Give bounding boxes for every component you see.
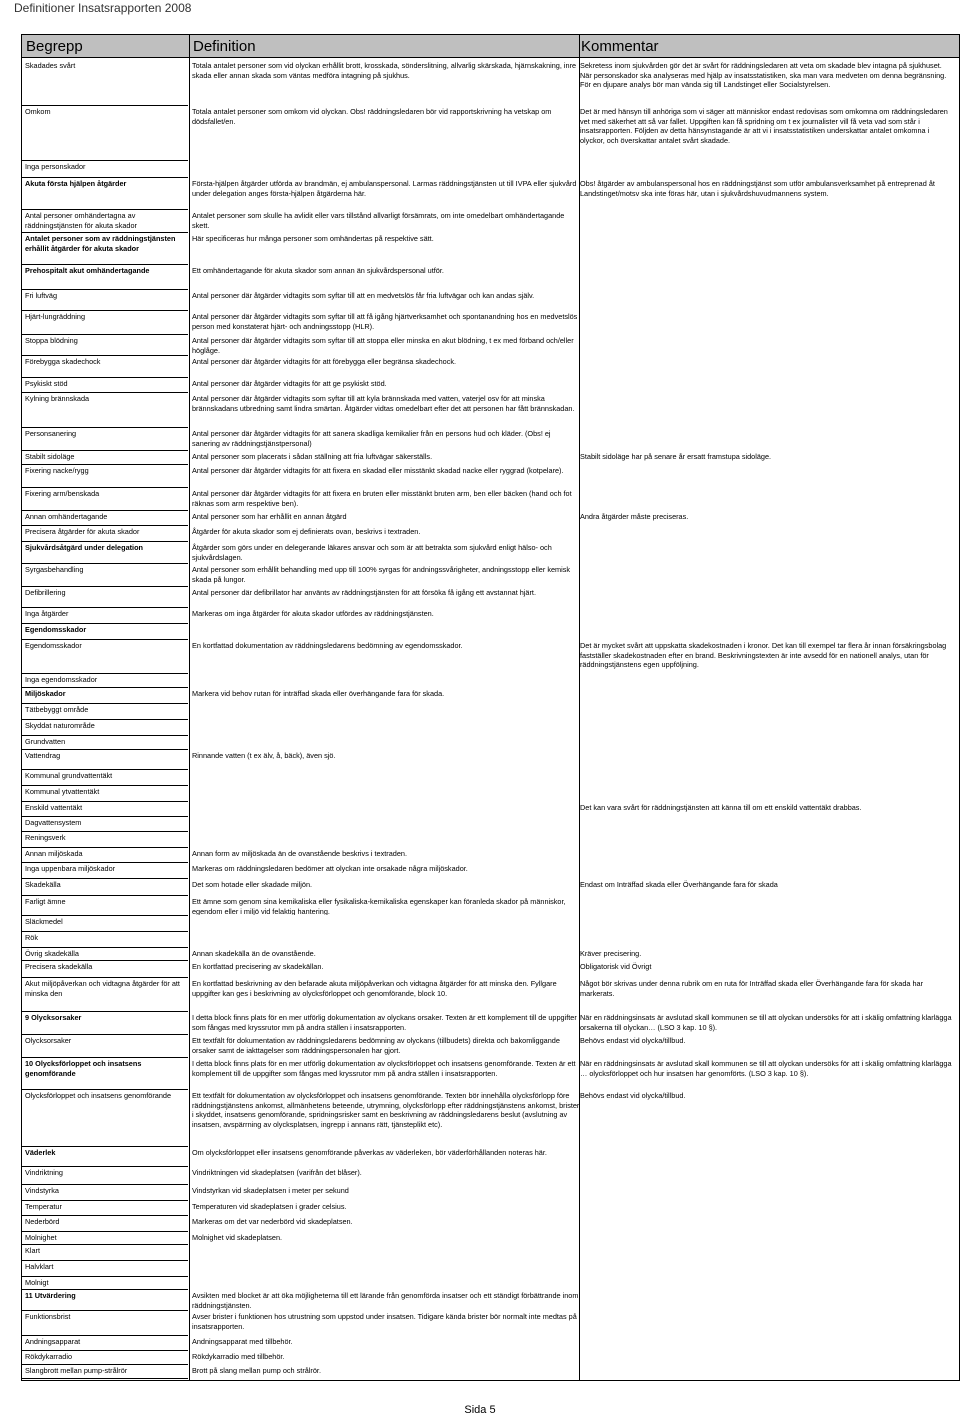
term-cell: Annan miljöskada — [25, 849, 83, 858]
row-divider — [21, 607, 188, 608]
term-cell: Antal personer omhändertagna av räddningstjänsten för akuta skador — [25, 211, 137, 230]
row-divider — [21, 915, 188, 916]
term-cell: Temperatur — [25, 1202, 62, 1211]
comment-cell: Det är med hänsyn till anhöriga som vi säger att människor endast redovisas som omkomna om räddningsledaren vet med säkerhet att så var fallet. Uppgiften kan få spridning om t ex journalister vill få veta vad som står i insatsrapporten. Följden av detta hänsynstagande är att vi i insatsstatistiken underskattar antalet omkomna i olyckor, och överskattar antalet svårt skadade. — [580, 107, 948, 145]
definition-cell: I detta block finns plats för en mer utförlig dokumentation av olycksförloppet och insatsens genomförande. Texten är ett komplement till de uppgifter som fångas med kryssrutor mm på andra ställen i insatsrapporten. — [192, 1059, 576, 1078]
column-divider — [189, 34, 190, 1380]
term-cell: Olycksorsaker — [25, 1036, 72, 1045]
comment-cell: Något bör skrivas under denna rubrik om en ruta för Inträffad skada eller Överhängande fara för skada har markerats. — [580, 979, 924, 998]
comment-cell: Sekretess inom sjukvården gör det är svårt för räddningsledaren att veta om skadade blev intagna på sjukhuset. När personskador ska analyseras med hjälp av insatsstatistiken, ska man vara medveten om denna begränsning. För en djupare analys bör man vända sig till Landstinget eller Socialstyrelsen. — [580, 61, 947, 89]
definition-cell: Brott på slang mellan pump och strålrör. — [192, 1366, 321, 1375]
definition-cell: Vindstyrkan vid skadeplatsen i meter per sekund — [192, 1186, 349, 1195]
row-divider — [21, 831, 188, 832]
term-cell: Precisera skadekälla — [25, 962, 93, 971]
term-cell: Fixering arm/benskada — [25, 489, 100, 498]
row-divider — [21, 960, 188, 961]
row-divider — [21, 1289, 188, 1290]
comment-cell: När en räddningsinsats är avslutad skall kommunen se till att olyckan undersöks för att i skälig omfattning klarlägga orsakerna till olyckan… (LSO 3 kap. 10 §). — [580, 1013, 952, 1032]
term-cell: Stabilt sidoläge — [25, 452, 75, 461]
row-divider — [21, 977, 188, 978]
definition-cell: Åtgärder för akuta skador som ej definierats ovan, beskrivs i textraden. — [192, 527, 421, 536]
term-cell: Halvklart — [25, 1262, 54, 1271]
row-divider — [21, 160, 188, 161]
row-divider — [21, 177, 188, 178]
definition-cell: Antal personer som erhållit behandling med upp till 100% syrgas för andningssvårigheter, andningsstopp eller kemisk skada på lungor. — [192, 565, 571, 584]
row-divider — [21, 563, 188, 564]
row-divider — [21, 525, 188, 526]
definition-cell: Antal personer där åtgärder vidtagits för att ge psykiskt stöd. — [192, 379, 387, 388]
term-cell: Molnigt — [25, 1278, 49, 1287]
definition-cell: Antal personer där åtgärder vidtagits för att fixera en skadad eller misstänkt skadad nacke eller ryggrad (kotpelare). — [192, 466, 564, 475]
term-cell: Egendomsskador — [25, 641, 82, 650]
definition-cell: Markera vid behov rutan för inträffad skada eller överhängande fara för skada. — [192, 689, 445, 698]
row-divider — [21, 377, 188, 378]
term-cell: Antalet personer som av räddningstjänsten erhållit åtgärder för akuta skador — [25, 234, 176, 253]
definition-cell: Ett textfält för dokumentation av räddningsledarens bedömning av olyckans (tillbudets) direkta och bakomliggande orsaker samt de iakttagelser som räddningspersonalen har gjort. — [192, 1036, 560, 1055]
definition-cell: Rökdykarradio med tillbehör. — [192, 1352, 285, 1361]
comment-cell: Andra åtgärder måste preciseras. — [580, 512, 689, 521]
term-cell: Reningsverk — [25, 833, 66, 842]
row-divider — [21, 541, 188, 542]
row-divider — [21, 264, 188, 265]
table-header-row — [22, 34, 959, 58]
row-divider — [21, 687, 188, 688]
row-divider — [21, 1244, 188, 1245]
term-cell: Fri luftväg — [25, 291, 58, 300]
term-cell: Skadades svårt — [25, 61, 76, 70]
document-header — [14, 2, 944, 20]
term-cell: Tätbebyggt område — [25, 705, 89, 714]
term-cell: Fixering nacke/rygg — [25, 466, 89, 475]
page-footer — [0, 1404, 960, 1416]
term-cell: Annan omhändertagande — [25, 512, 108, 521]
definition-cell: Om olycksförloppet eller insatsens genomförande påverkas av väderleken, bör väderförhållanden noteras här. — [192, 1148, 547, 1157]
comment-cell: Obligatorisk vid Övrigt — [580, 962, 652, 971]
row-divider — [21, 1276, 188, 1277]
column-header-begrepp: Begrepp — [26, 38, 83, 55]
definition-cell: Markeras om det var nederbörd vid skadeplatsen. — [192, 1217, 353, 1226]
definition-cell: Antal personer där åtgärder vidtagits för att förebygga eller begränsa skadechock. — [192, 357, 457, 366]
term-cell: Akuta första hjälpen åtgärder — [25, 179, 127, 188]
term-cell: Vindstyrka — [25, 1186, 59, 1195]
term-cell: Personsanering — [25, 429, 77, 438]
row-divider — [21, 1378, 188, 1379]
term-cell: Rökdykarradio — [25, 1352, 73, 1361]
row-divider — [21, 816, 188, 817]
definition-cell: Åtgärder som görs under en delegerande läkares ansvar och som är att betrakta som sjukvård enligt hälso- och sjukvårdslagen. — [192, 543, 552, 562]
row-divider — [21, 464, 188, 465]
definition-cell: Ett ämne som genom sina kemikaliska eller fysikaliska-kemikaliska egenskaper kan föranleda skador på människor, egendom eller i miljö vid felaktig hantering. — [192, 897, 566, 915]
term-cell: Molnighet — [25, 1233, 57, 1242]
row-divider — [21, 785, 188, 786]
document-title: Definitioner Insatsrapporten 2008 — [14, 1, 192, 15]
row-divider — [21, 1034, 188, 1035]
row-divider — [21, 623, 188, 624]
definition-cell: Vindriktningen vid skadeplatsen (varifrån det blåser). — [192, 1168, 362, 1177]
definition-cell: Temperaturen vid skadeplatsen i grader celsius. — [192, 1202, 347, 1211]
term-cell: Defibrillering — [25, 588, 66, 597]
row-divider — [21, 1200, 188, 1201]
definition-cell: Antal personer där åtgärder vidtagits för att fixera en bruten eller misstänkt bruten arm, ben eller bäcken (hand och fot räknas som arm respektive ben). — [192, 489, 572, 508]
definition-cell: Totala antalet personer som vid olyckan erhållit brott, krosskada, sönderslitning, allvarlig skärskada, hjärnskakning, inre skada eller annan skada som väntas medföra intagning på sjukhus. — [192, 61, 577, 80]
row-divider — [21, 392, 188, 393]
term-cell: Väderlek — [25, 1148, 56, 1157]
term-cell: Sjukvårdsåtgärd under delegation — [25, 543, 143, 552]
row-divider — [21, 878, 188, 879]
row-divider — [21, 1231, 188, 1232]
definition-cell: Första-hjälpen åtgärder utförda av brandmän, ej ambulanspersonal. Larmas räddningstjänsten ut till IVPA eller sjukvård under delegation anges första-hjälpen åtgärderna här. — [192, 179, 577, 198]
definition-cell: En kortfattad beskrivning av den befarade akuta miljöpåverkan och vidtagna åtgärder för att minska den. Fyllgare uppgifter kan ges i beskrivning av olycksförloppet och genomförande, block 10. — [192, 979, 557, 998]
row-divider — [21, 1089, 188, 1090]
term-cell: Stoppa blödning — [25, 336, 78, 345]
definition-cell: Antal personer som placerats i sådan ställning att fria luftvägar säkerställs. — [192, 452, 433, 461]
row-divider — [21, 1310, 188, 1311]
row-divider — [21, 232, 188, 233]
definition-cell: Ett omhändertagande för akuta skador som annan än sjukvårdspersonal utför. — [192, 266, 444, 275]
row-divider — [21, 1011, 188, 1012]
term-cell: Dagvattensystem — [25, 818, 82, 827]
definition-cell: Molnighet vid skadeplatsen. — [192, 1233, 283, 1242]
term-cell: 9 Olycksorsaker — [25, 1013, 82, 1022]
row-divider — [21, 1215, 188, 1216]
definition-cell: Det som hotade eller skadade miljön. — [192, 880, 313, 889]
row-divider — [21, 586, 188, 587]
term-cell: 10 Olycksförloppet och insatsens genomförande — [25, 1059, 142, 1078]
term-cell: Andningsapparat — [25, 1337, 81, 1346]
term-cell: Syrgasbehandling — [25, 565, 84, 574]
term-cell: Kylning brännskada — [25, 394, 90, 403]
definition-cell: Antal personer där åtgärder vidtagits som syftar till att stoppa eller minska en akut blödning, t ex med förband och/eller höglåge. — [192, 336, 574, 355]
term-cell: Prehospitalt akut omhändertagande — [25, 266, 150, 275]
term-cell: Slangbrott mellan pump-strålrör — [25, 1366, 128, 1375]
definition-cell: Annan skadekälla än de ovanstående. — [192, 949, 316, 958]
term-cell: Precisera åtgärder för akuta skador — [25, 527, 140, 536]
page-number: Sida 5 — [464, 1404, 496, 1416]
definition-cell: Ett textfält för dokumentation av olycksförloppet och insatsens genomförande. Texten bör innehålla olycksförlopp före räddningstjänstens ankomst, allmänhetens beteende, utrymning, olycksförlopp efter räddningstjänstens ankomst, brister i skyddet, insatsens genomförande, spridningsrisker samt en beskrivning av räddningsledarens beslut (avslutning av insatsen, avspärrning av olycksplatsen, ingrepp i annans rätt, tjänsteplikt etc). — [192, 1091, 580, 1129]
definition-cell: Antal personer där åtgärder vidtagits som syftar till att en medvetslös får fria luftvägar och kan andas själv. — [192, 291, 535, 300]
definition-cell: Andningsapparat med tillbehör. — [192, 1337, 293, 1346]
term-cell: Kommunal ytvattentäkt — [25, 787, 100, 796]
term-cell: 11 Utvärdering — [25, 1291, 76, 1300]
term-cell: Inga uppenbara miljöskador — [25, 864, 116, 873]
row-divider — [21, 1166, 188, 1167]
comment-cell: Endast om Inträffad skada eller Överhängande fara för skada — [580, 880, 778, 889]
term-cell: Rök — [25, 933, 38, 942]
definition-cell: I detta block finns plats för en mer utförlig dokumentation av olyckans orsaker. Texten är ett komplement till de uppgifter som fångas med kryssrutor mm på andra ställen i insatsrapporten. — [192, 1013, 577, 1032]
term-cell: Vindriktning — [25, 1168, 63, 1177]
comment-cell: Det är mycket svårt att uppskatta skadekostnaden i kronor. Det kan till exempel tar flera år innan försäkringsbolag fastställer skadekostnaden efter en brand. Beskrivningstexten är inte avsedd för en nationell analys, utan för räddningstjänstens egen uppföljning. — [580, 641, 947, 669]
row-divider — [21, 719, 188, 720]
row-divider — [21, 1146, 188, 1147]
row-divider — [21, 355, 188, 356]
definition-cell: Annan form av miljöskada än de ovanstående beskrivs i textraden. — [192, 849, 407, 858]
term-cell: Olycksförloppet och insatsens genomförande — [25, 1091, 172, 1100]
row-divider — [21, 847, 188, 848]
row-divider — [21, 1184, 188, 1185]
row-divider — [21, 931, 188, 932]
definition-cell: Antal personer där åtgärder vidtagits för att sanera skadliga kemikalier från en persons hud och kläder. (Obs! ej sanering av räddningstjänstpersonal) — [192, 429, 551, 448]
comment-cell: Behövs endast vid olycka/tillbud. — [580, 1036, 686, 1045]
definition-cell: Markeras om inga åtgärder för akuta skador utfördes av räddningstjänsten. — [192, 609, 434, 618]
term-cell: Psykiskt stöd — [25, 379, 68, 388]
row-divider — [21, 1350, 188, 1351]
row-divider — [21, 105, 188, 106]
row-divider — [21, 639, 188, 640]
row-divider — [21, 289, 188, 290]
term-cell: Egendomsskador — [25, 625, 87, 634]
term-cell: Skyddat naturområde — [25, 721, 95, 730]
term-cell: Klart — [25, 1246, 41, 1255]
term-cell: Funktionsbrist — [25, 1312, 71, 1321]
row-divider — [21, 1260, 188, 1261]
term-cell: Kommunal grundvattentäkt — [25, 771, 113, 780]
definition-cell: Markeras om räddningsledaren bedömer att olyckan inte orsakade några miljöskador. — [192, 864, 468, 873]
comment-cell: Obs! åtgärder av ambulanspersonal hos en räddningstjänst som utför ambulansverksamhet på entreprenad åt Landstinget/motsv ska inte föras här, utan i sjukvårdshuvudmannens system. — [580, 179, 935, 198]
row-divider — [21, 510, 188, 511]
comment-cell: Det kan vara svårt för räddningstjänsten att känna till om ett enskild vattentäkt drabbas. — [580, 803, 862, 812]
term-cell: Omkom — [25, 107, 51, 116]
comment-cell: Behövs endast vid olycka/tillbud. — [580, 1091, 686, 1100]
definition-cell: Avsikten med blocket är att öka möjligheterna till ett lärande från genomförda insatser och ett ständigt förbättrande inom räddningstjänsten. — [192, 1291, 579, 1310]
comment-cell: Stabilt sidoläge har på senare år ersatt framstupa sidoläge. — [580, 452, 772, 461]
definition-cell: Antal personer där defibrillator har använts av räddningstjänsten för att försöka få igång ett avstannat hjärt. — [192, 588, 536, 597]
column-header-kommentar: Kommentar — [581, 38, 659, 55]
definition-cell: Antal personer där åtgärder vidtagits som syftar till att kyla brännskada med vatten, vaterjel osv för att minska brännskadans utbredning samt lindra smärtan. Åtgärder vidtas omedelbart efter det att personen har fått brännskadan. — [192, 394, 575, 413]
comment-cell: När en räddningsinsats är avslutad skall kommunen se till att olyckan undersöks för att i skälig omfattning klarlägga … olycksförloppet och hur insatsen har genomförts. (LSO 3 kap. 10 §). — [580, 1059, 952, 1078]
term-cell: Nederbörd — [25, 1217, 60, 1226]
row-divider — [21, 487, 188, 488]
definition-cell: Antal personer som har erhållit en annan åtgärd — [192, 512, 347, 521]
term-cell: Inga åtgärder — [25, 609, 69, 618]
term-cell: Enskild vattentäkt — [25, 803, 83, 812]
term-cell: Förebygga skadechock — [25, 357, 101, 366]
term-cell: Akut miljöpåverkan och vidtagna åtgärder för att minska den — [25, 979, 180, 998]
term-cell: Grundvatten — [25, 737, 66, 746]
term-cell: Inga personskador — [25, 162, 86, 171]
row-divider — [21, 673, 188, 674]
row-divider — [21, 703, 188, 704]
row-divider — [21, 801, 188, 802]
row-divider — [21, 310, 188, 311]
term-cell: Släckmedel — [25, 917, 63, 926]
row-divider — [21, 450, 188, 451]
row-divider — [21, 1364, 188, 1365]
row-divider — [21, 334, 188, 335]
definition-cell: En kortfattad precisering av skadekällan. — [192, 962, 324, 971]
term-cell: Skadekälla — [25, 880, 61, 889]
row-divider — [21, 735, 188, 736]
term-cell: Hjärt-lungräddning — [25, 312, 86, 321]
definition-cell: Antal personer där åtgärder vidtagits som syftar till att få igång hjärtverksamhet och spontanandning hos en medvetslös person med konstaterat hjärt- och andningsstopp (HLR). — [192, 312, 578, 331]
row-divider — [21, 749, 188, 750]
term-cell: Farligt ämne — [25, 897, 66, 906]
definition-cell: Rinnande vatten (t ex älv, å, bäck), även sjö. — [192, 751, 336, 760]
definition-cell: Här specificeras hur många personer som omhändertas på respektive sätt. — [192, 234, 434, 243]
row-divider — [21, 862, 188, 863]
row-divider — [21, 947, 188, 948]
term-cell: Vattendrag — [25, 751, 61, 760]
term-cell: Miljöskador — [25, 689, 66, 698]
row-divider — [21, 209, 188, 210]
term-cell: Övrig skadekälla — [25, 949, 79, 958]
comment-cell: Kräver precisering. — [580, 949, 642, 958]
row-divider — [21, 769, 188, 770]
definition-cell: Totala antalet personer som omkom vid olyckan. Obs! räddningsledaren bör vid rapportskrivning ha vetskap om dödsfallet/en. — [192, 107, 552, 126]
column-header-definition: Definition — [193, 38, 256, 55]
term-cell: Inga egendomsskador — [25, 675, 98, 684]
definition-cell: En kortfattad dokumentation av räddningsledarens bedömning av egendomsskador. — [192, 641, 463, 650]
row-divider — [21, 427, 188, 428]
row-divider — [21, 1057, 188, 1058]
row-divider — [21, 1335, 188, 1336]
definition-cell: Avser brister i funktionen hos utrustning som uppstod under insatsen. Tidigare kända brister bör normalt inte medtas på insatsrapporten. — [192, 1312, 577, 1331]
row-divider — [21, 895, 188, 896]
definition-cell: Antalet personer som skulle ha avlidit eller vars tillstånd allvarligt försämrats, om inte omedelbart omhändertagande skett. — [192, 211, 565, 230]
